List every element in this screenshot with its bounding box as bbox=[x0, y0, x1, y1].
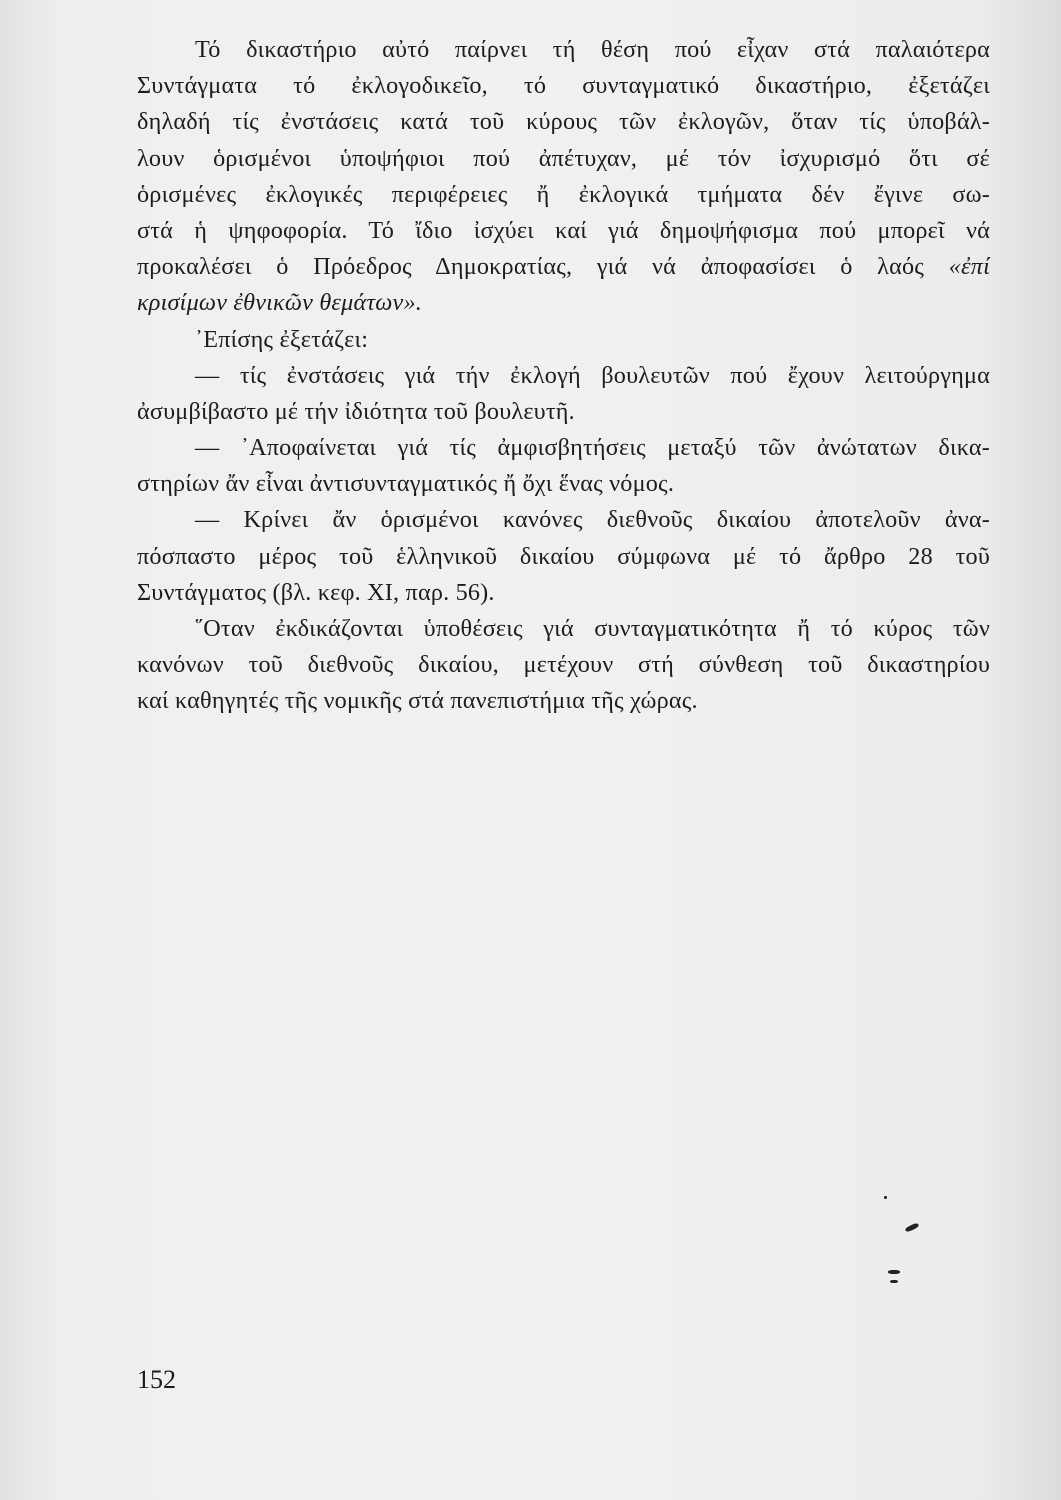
text-line: προκαλέσει ὁ Πρόεδρος Δημοκρατίας, γιά νά ἀποφασίσει ὁ λαός «ἐπί bbox=[137, 253, 990, 281]
text-line: ἀσυμβίβαστο μέ τήν ἰδιότητα τοῦ βουλευτῆ. bbox=[137, 397, 575, 425]
list-item bbox=[137, 502, 990, 611]
ink-speck bbox=[884, 1196, 887, 1199]
text-line: Συντάγματος (βλ. κεφ. XI, παρ. 56). bbox=[137, 578, 495, 606]
text-line: ὁρισμένες ἐκλογικές περιφέρειες ἤ ἐκλογικά τμήματα δέν ἔγινε σω- bbox=[137, 180, 990, 208]
text-line: κρισίμων ἐθνικῶν θεμάτων». bbox=[137, 289, 422, 317]
page-number: 152 bbox=[137, 1365, 176, 1394]
ink-speck bbox=[905, 1222, 920, 1232]
paragraph bbox=[137, 611, 990, 720]
text-line: Συντάγματα τό ἐκλογοδικεῖο, τό συνταγματικό δικαστήριο, ἐξετάζει bbox=[137, 72, 990, 100]
text-line: ῞Οταν ἐκδικάζονται ὑποθέσεις γιά συνταγματικότητα ἤ τό κύρος τῶν bbox=[195, 615, 990, 642]
list-item bbox=[137, 430, 990, 502]
text-line: λουν ὁρισμένοι ὑποψήφιοι πού ἀπέτυχαν, μέ τόν ἰσχυρισμό ὅτι σέ bbox=[137, 144, 990, 172]
text-line: — ᾿Αποφαίνεται γιά τίς ἀμφισβητήσεις μεταξύ τῶν ἀνώτατων δικα- bbox=[195, 434, 990, 462]
text-line: στά ἡ ψηφοφορία. Τό ἴδιο ἰσχύει καί γιά δημοψήφισμα πού μπορεῖ νά bbox=[137, 216, 990, 244]
text-line: ᾿Επίσης ἐξετάζει: bbox=[195, 325, 369, 353]
ink-speck bbox=[888, 1270, 900, 1274]
text-line: καί καθηγητές τῆς νομικῆς στά πανεπιστήμια τῆς χώρας. bbox=[137, 687, 698, 715]
body-text bbox=[137, 32, 990, 720]
text-line: πόσπαστο μέρος τοῦ ἑλληνικοῦ δικαίου σύμφωνα μέ τό ἄρθρο 28 τοῦ bbox=[137, 542, 990, 570]
text-line: — Κρίνει ἄν ὁρισμένοι κανόνες διεθνοῦς δικαίου ἀποτελοῦν ἀνα- bbox=[195, 506, 990, 534]
ink-speck bbox=[890, 1280, 898, 1283]
paragraph bbox=[137, 32, 990, 322]
text-line: — τίς ἐνστάσεις γιά τήν ἐκλογή βουλευτῶν πού ἔχουν λειτούργημα bbox=[195, 361, 990, 389]
list-item bbox=[137, 358, 990, 430]
text-line: δηλαδή τίς ἐνστάσεις κατά τοῦ κύρους τῶν ἐκλογῶν, ὅταν τίς ὑποβάλ- bbox=[137, 108, 990, 136]
text-line: κανόνων τοῦ διεθνοῦς δικαίου, μετέχουν στή σύνθεση τοῦ δικαστηρίου bbox=[137, 651, 990, 679]
paragraph bbox=[137, 322, 990, 358]
text-line: στηρίων ἄν εἶναι ἀντισυνταγματικός ἤ ὄχι ἕνας νόμος. bbox=[137, 470, 675, 498]
text-line: Τό δικαστήριο αὐτό παίρνει τή θέση πού εἶχαν στά παλαιότερα bbox=[195, 36, 990, 63]
